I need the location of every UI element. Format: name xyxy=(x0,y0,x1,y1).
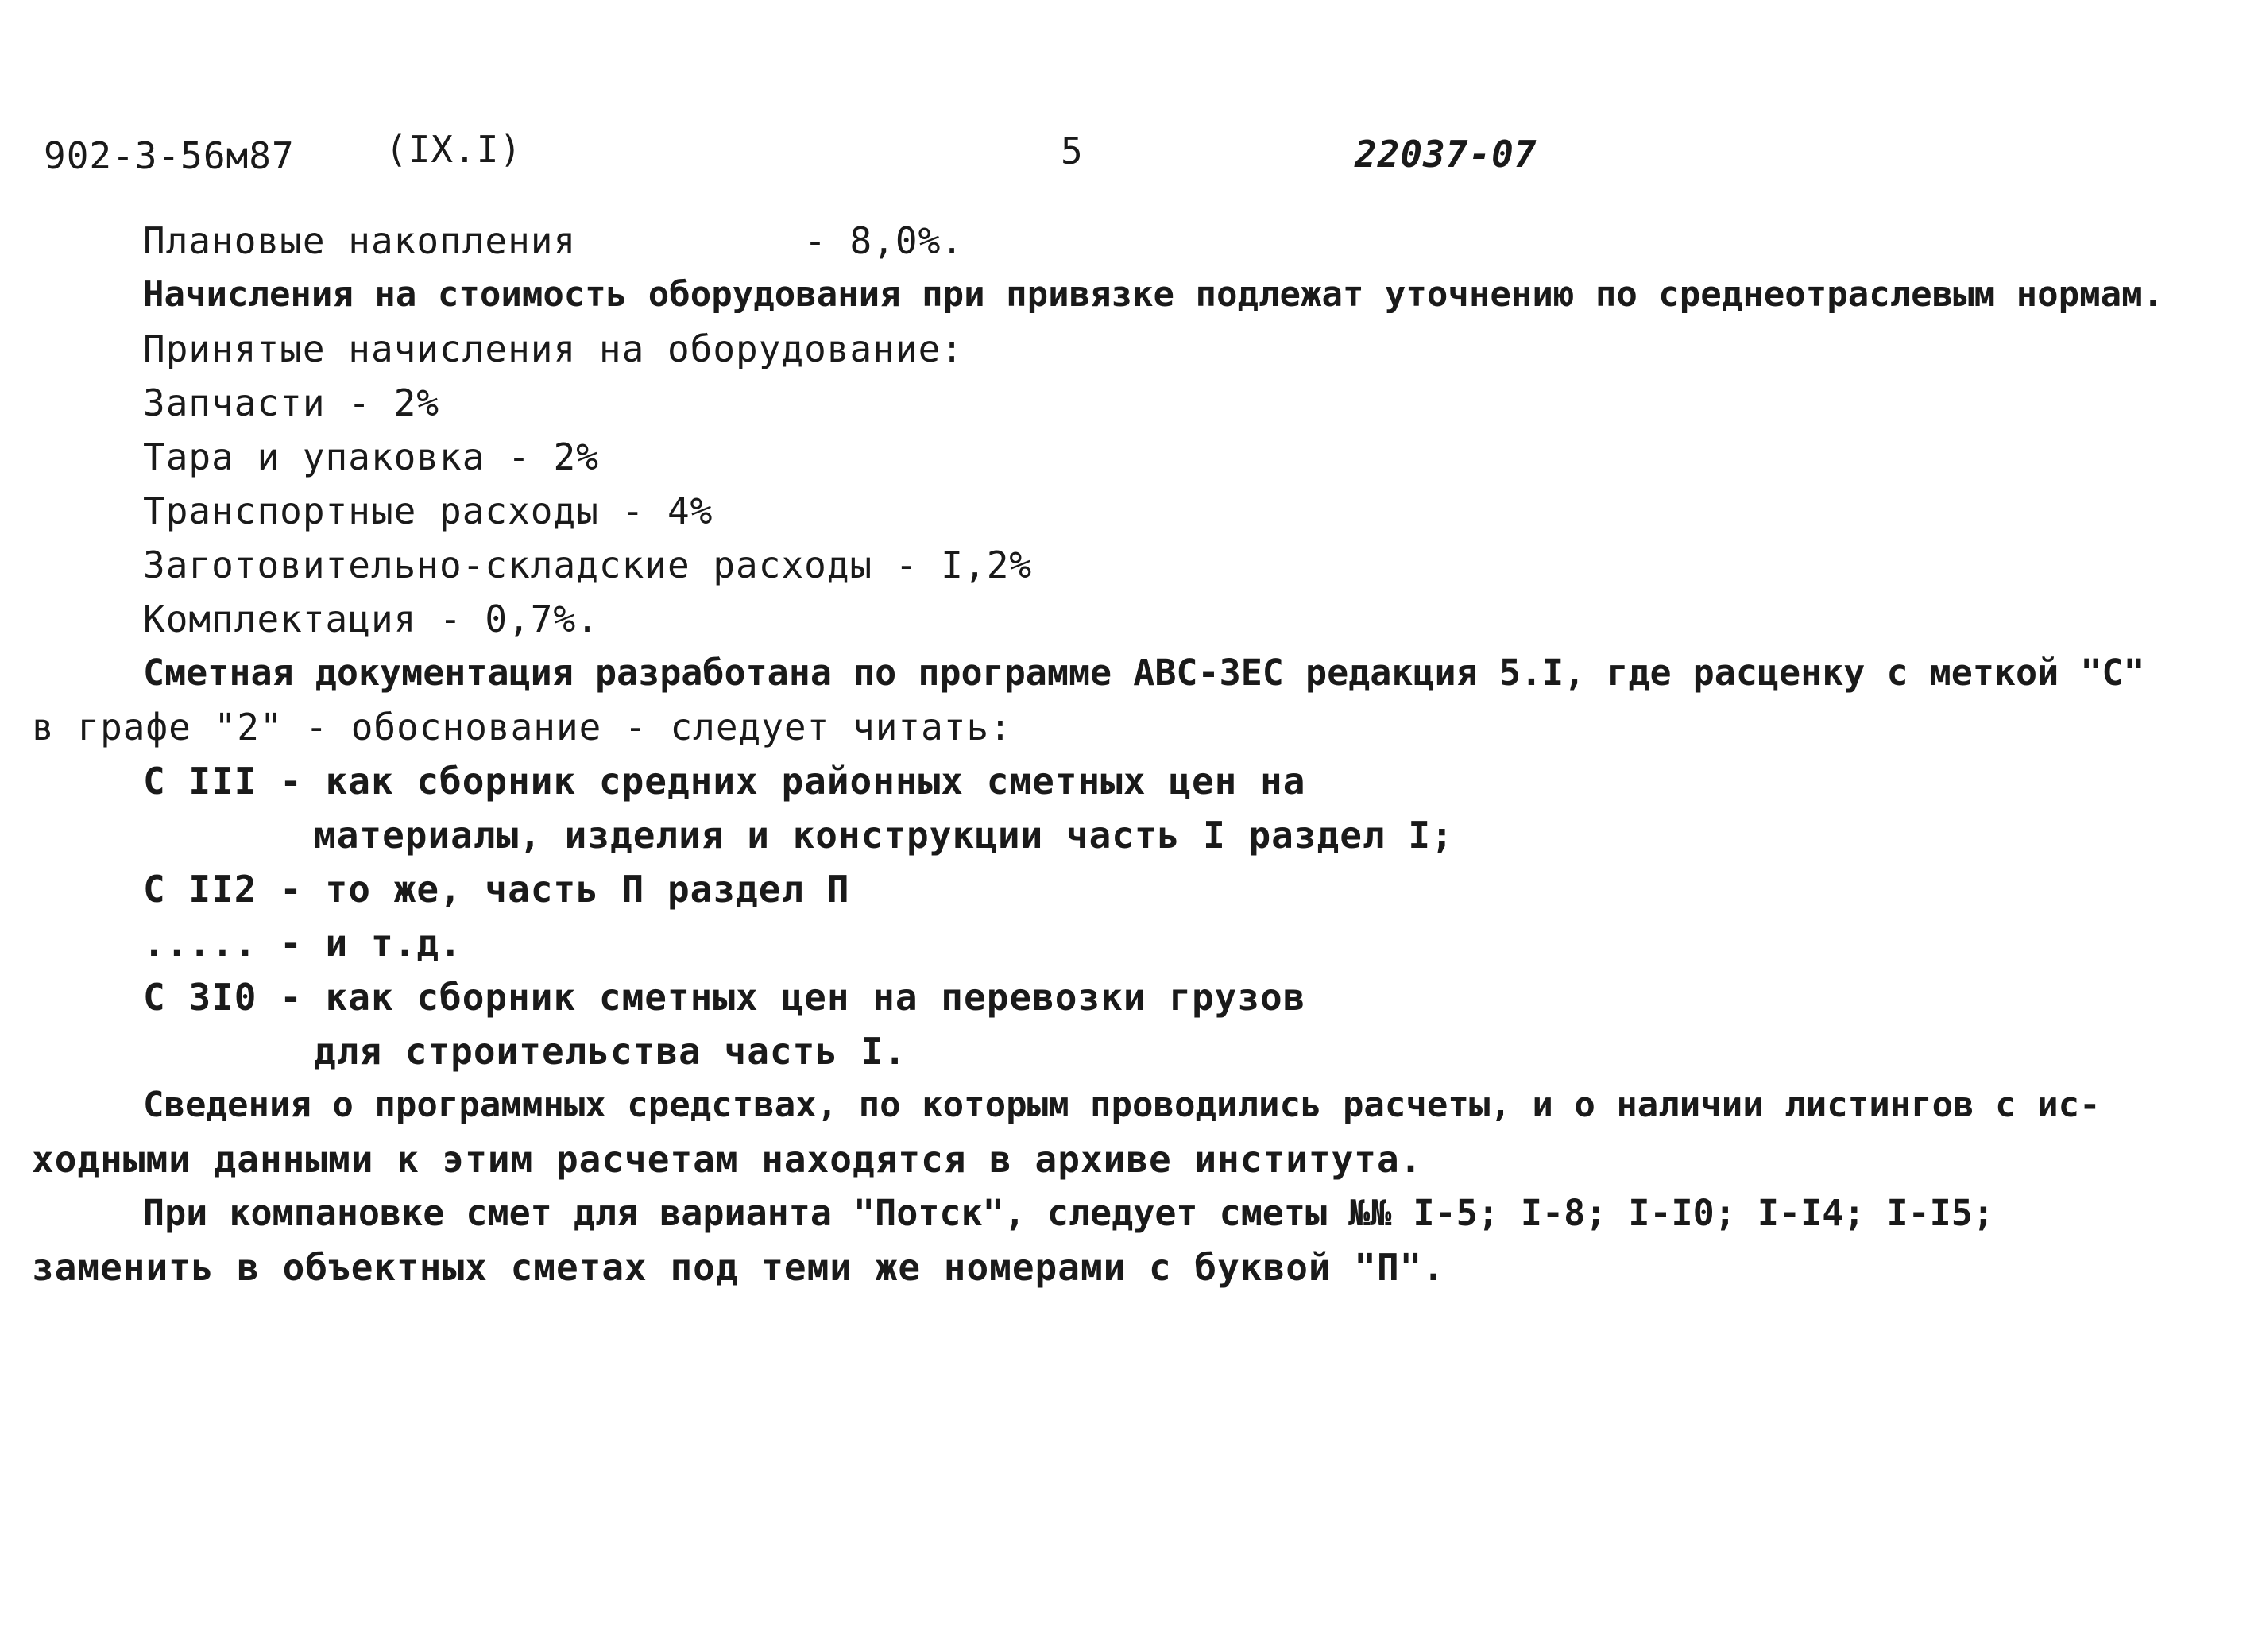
text-line: Сведения о программных средствах, по которым проводились расчеты, и о наличии листингов с ис- xyxy=(143,1085,2101,1125)
page-number: 5 xyxy=(1061,130,1084,172)
text-line: С III - как сборник средних районных сметных цен на xyxy=(143,760,1306,803)
text-line: заменить в объектных сметах под теми же номерами с буквой "П". xyxy=(32,1246,1446,1289)
text-line: Заготовительно-складские расходы - I,2% xyxy=(143,544,1033,586)
text-line: Запчасти - 2% xyxy=(143,381,440,424)
text-line: Транспортные расходы - 4% xyxy=(143,489,713,532)
text-line: ..... - и т.д. xyxy=(143,922,462,965)
text-line: Комплектация - 0,7%. xyxy=(143,598,599,640)
archive-number: 22037-07 xyxy=(1355,133,1537,176)
text-line: для строительства часть I. xyxy=(314,1030,907,1073)
text-line: Тара и упаковка - 2% xyxy=(143,435,599,478)
text-line: С II2 - то же, часть П раздел П xyxy=(143,868,850,911)
text-line: Начисления на стоимость оборудования при привязке подлежат уточнению по среднеотраслевым нормам. xyxy=(143,274,2164,315)
document-code: 902-3-56м87 xyxy=(44,134,295,177)
text-line: Принятые начисления на оборудование: xyxy=(143,327,964,370)
text-line: С 3I0 - как сборник сметных цен на перевозки грузов xyxy=(143,976,1306,1019)
text-line: Сметная документация разработана по программе АВС-ЗЕС редакция 5.I, где расценку с меткой "С" xyxy=(143,652,2145,694)
text-line: материалы, изделия и конструкции часть I раздел I; xyxy=(314,814,1454,857)
text-line: Плановые накопления - 8,0%. xyxy=(143,219,964,262)
section-label: (IX.I) xyxy=(385,128,523,171)
text-line: в графе "2" - обоснование - следует читать: xyxy=(32,706,1012,749)
text-line: ходными данными к этим расчетам находятся в архиве института. xyxy=(32,1138,1423,1181)
text-line: При компановке смет для варианта "Потск", следует сметы №№ I-5; I-8; I-I0; I-I4; I-I5; xyxy=(143,1192,1994,1234)
